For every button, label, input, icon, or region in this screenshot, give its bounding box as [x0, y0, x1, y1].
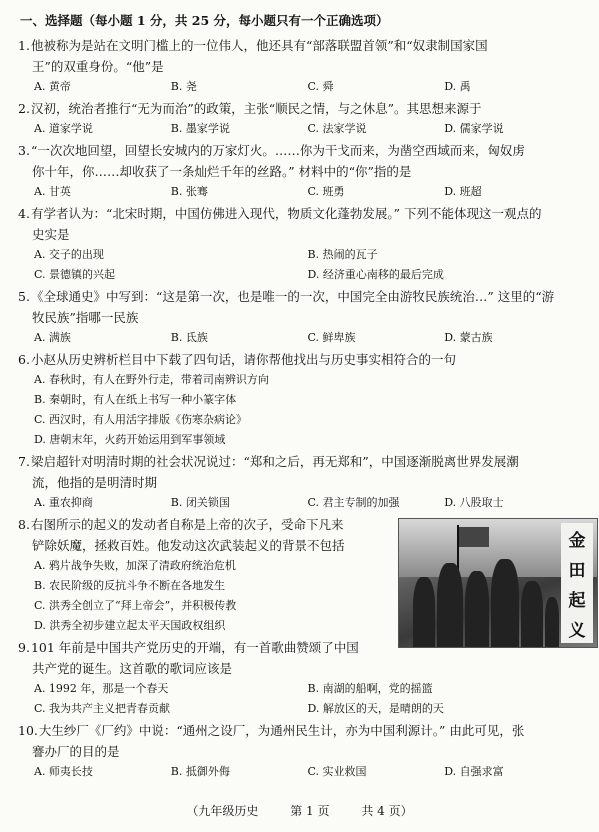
option-d: D. 解放区的天，是晴朗的天 [307, 702, 444, 715]
question-number: 4. [18, 206, 30, 221]
option-c: C. 君主专制的加强 [307, 496, 400, 509]
image-caption: 金 田 起 义 [561, 523, 593, 643]
option-b: B. 张骞 [170, 185, 208, 198]
question-stem: 梁启超针对明清时期的社会状况说过：“郑和之后，再无郑和”，中国逐渐脱离世界发展潮 [30, 454, 519, 469]
question-stem: 右图所示的起义的发动者自称是上帝的次子，受命下凡来 [30, 517, 344, 532]
question-stem-cont: 史实是 [32, 227, 70, 242]
options [18, 493, 581, 513]
option-d: D. 唐朝末年，火药开始运用到军事领域 [34, 433, 226, 446]
option-c: C. 鲜卑族 [307, 331, 356, 344]
question-stem: 他被称为是站在文明门槛上的一位伟人，他还具有“部落联盟首领”和“奴隶制国家国 [30, 38, 488, 53]
question-10 [18, 720, 581, 782]
question-stem-cont: 共产党的诞生。这首歌的歌词应该是 [32, 661, 233, 676]
option-c: C. 我为共产主义把青春贡献 [34, 702, 171, 715]
option-b: B. 南湖的船啊，党的摇篮 [307, 682, 433, 695]
option-c: C. 班勇 [307, 185, 345, 198]
option-a: A. 交子的出现 [34, 248, 104, 261]
option-c: C. 洪秀全创立了“拜上帝会”，并积极传教 [34, 599, 237, 612]
option-a: A. 甘英 [34, 185, 71, 198]
options [18, 556, 373, 636]
question-1 [18, 35, 581, 97]
footer-subject: （九年级历史 [186, 804, 259, 818]
question-2 [18, 98, 581, 139]
option-d: D. 班超 [444, 185, 482, 198]
option-c: C. 法家学说 [307, 122, 367, 135]
question-number: 5. [18, 289, 30, 304]
options [18, 182, 581, 202]
question-stem: “一次次地回望，回望长安城内的万家灯火。……你为干戈而来，为凿空西域而来，匈奴虏 [30, 143, 525, 158]
question-6 [18, 349, 581, 450]
options [18, 328, 581, 348]
question-number: 1. [18, 38, 30, 53]
option-a: A. 重农抑商 [34, 496, 93, 509]
option-b: B. 热闹的瓦子 [307, 248, 378, 261]
options [18, 119, 581, 139]
question-stem-cont: 王”的双重身份。“他”是 [32, 59, 164, 74]
option-c: C. 实业救国 [307, 765, 367, 778]
question-number: 10. [18, 723, 38, 738]
option-a: A. 师夷长技 [34, 765, 93, 778]
option-b: B. 闭关锁国 [170, 496, 230, 509]
question-number: 8. [18, 517, 30, 532]
question-number: 9. [18, 640, 30, 655]
question-9 [18, 637, 581, 719]
question-stem-cont: 铲除妖魔，拯救百姓。他发动这次武装起义的背景不包括 [32, 538, 345, 553]
question-number: 6. [18, 352, 30, 367]
question-number: 3. [18, 143, 30, 158]
option-c: C. 景德镇的兴起 [34, 268, 116, 281]
question-stem: 有学者认为：“北宋时期，中国仿佛进入现代，物质文化蓬勃发展。” 下列不能体现这一观点的 [30, 206, 542, 221]
options [18, 679, 581, 719]
footer-page: 第 1 页 [290, 804, 330, 818]
option-d: D. 儒家学说 [444, 122, 504, 135]
question-4 [18, 203, 581, 285]
question-8-9-block [18, 514, 586, 719]
question-7 [18, 451, 581, 513]
jintian-uprising-image [398, 518, 598, 648]
option-a: A. 黄帝 [34, 80, 71, 93]
option-d: D. 八股取士 [444, 496, 504, 509]
footer-total: 共 4 页） [361, 804, 413, 818]
page-footer [0, 802, 599, 819]
question-stem-cont: 謇办厂的目的是 [32, 744, 120, 759]
question-stem: 101 年前是中国共产党历史的开端，有一首歌曲赞颂了中国 [30, 640, 359, 655]
option-a: A. 1992 年，那是一个春天 [34, 682, 169, 695]
option-a: A. 满族 [34, 331, 71, 344]
option-c: C. 舜 [307, 80, 334, 93]
question-stem: 《全球通史》中写到：“这是第一次，也是唯一的一次，中国完全由游牧民族统治…” 这里的“游 [30, 289, 555, 304]
option-b: B. 秦朝时，有人在纸上书写一种小篆字体 [34, 393, 237, 406]
question-stem: 汉初，统治者推行“无为而治”的政策，主张“顺民之情，与之休息”。其思想来源于 [30, 101, 482, 116]
question-number: 7. [18, 454, 30, 469]
option-c: C. 西汉时，有人用活字排版《伤寒杂病论》 [34, 413, 248, 426]
options [18, 370, 581, 450]
question-stem-cont: 你十年，你……却收获了一条灿烂千年的丝路。” 材料中的“你”指的是 [32, 164, 412, 179]
option-a: A. 道家学说 [34, 122, 93, 135]
option-d: D. 蒙古族 [444, 331, 493, 344]
option-b: B. 抵御外侮 [170, 765, 230, 778]
question-5 [18, 286, 581, 348]
question-stem: 小赵从历史辨析栏目中下载了四句话，请你帮他找出与历史事实相符合的一句 [30, 352, 456, 367]
option-a: A. 鸦片战争失败，加深了清政府统治危机 [34, 559, 236, 572]
flag-icon [459, 527, 489, 547]
option-b: B. 农民阶级的反抗斗争不断在各地发生 [34, 579, 226, 592]
options [18, 762, 581, 782]
option-d: D. 禹 [444, 80, 471, 93]
question-stem-cont: 流，他指的是明清时期 [32, 475, 158, 490]
question-number: 2. [18, 101, 30, 116]
option-d: D. 洪秀全初步建立起太平天国政权组织 [34, 619, 226, 632]
question-3 [18, 140, 581, 202]
option-b: B. 墨家学说 [170, 122, 230, 135]
option-b: B. 尧 [170, 80, 197, 93]
option-a: A. 春秋时，有人在野外行走，带着司南辨识方向 [34, 373, 269, 386]
question-stem: 大生纱厂《厂约》中说：“通州之设厂，为通州民生计，亦为中国利源计。” 由此可见，张 [38, 723, 525, 738]
option-d: D. 经济重心南移的最后完成 [307, 268, 444, 281]
question-stem-cont: 牧民族”指哪一民族 [32, 310, 139, 325]
options [18, 245, 581, 285]
options [18, 77, 581, 97]
option-b: B. 氐族 [170, 331, 208, 344]
option-d: D. 自强求富 [444, 765, 504, 778]
section-title: 一、选择题（每小题 1 分，共 25 分，每小题只有一个正确选项） [20, 13, 389, 28]
